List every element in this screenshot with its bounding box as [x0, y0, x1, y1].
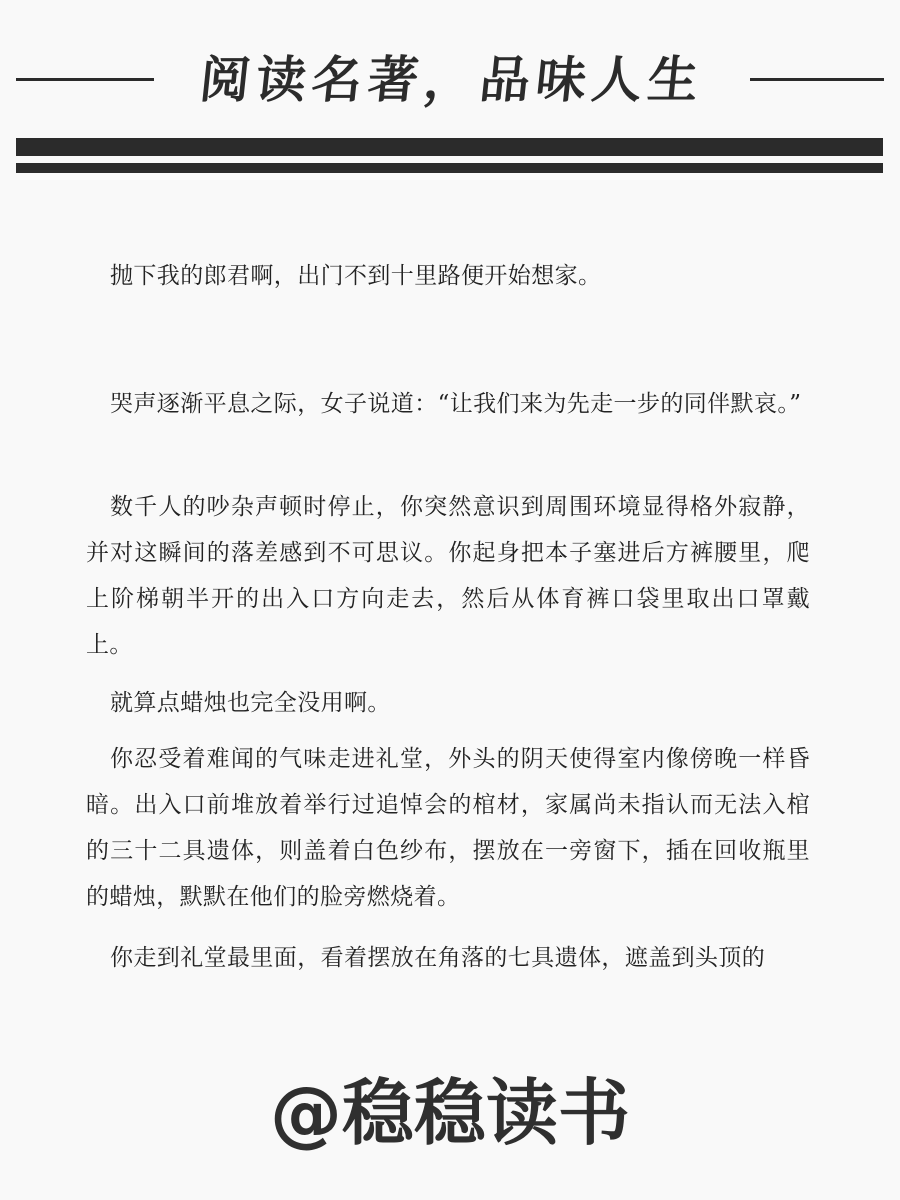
page-header — [0, 40, 900, 120]
paragraph-5: 你忍受着难闻的气味走进礼堂，外头的阴天使得室内像傍晚一样昏暗。出入口前堆放着举行过追悼会的棺材，家属尚未指认而无法入棺的三十二具遗体，则盖着白色纱布，摆放在一旁窗下，插在回收瓶里的蜡烛，默默在他们的脸旁燃烧着。 — [86, 746, 810, 910]
paragraph-6: 你走到礼堂最里面，看着摆放在角落的七具遗体，遮盖到头顶的 — [110, 945, 766, 971]
paragraph-4: 就算点蜡烛也完全没用啊。 — [110, 690, 391, 716]
header-thick-bar — [16, 138, 883, 156]
header-left-rule — [16, 78, 154, 81]
header-right-rule — [750, 78, 884, 81]
paragraph-3: 数千人的吵杂声顿时停止，你突然意识到周围环境显得格外寂静，并对这瞬间的落差感到不可思议。你起身把本子塞进后方裤腰里，爬上阶梯朝半开的出入口方向走去，然后从体育裤口袋里取出口罩戴上。 — [86, 494, 810, 658]
paragraph-1: 抛下我的郎君啊，出门不到十里路便开始想家。 — [110, 263, 602, 289]
watermark-handle: @稳稳读书 — [269, 1071, 630, 1155]
header-thin-bar — [16, 163, 883, 173]
paragraph-2: 哭声逐渐平息之际，女子说道：“让我们来为先走一步的同伴默哀。” — [110, 391, 802, 417]
page-title: 阅读名著，品味人生 — [196, 51, 708, 109]
